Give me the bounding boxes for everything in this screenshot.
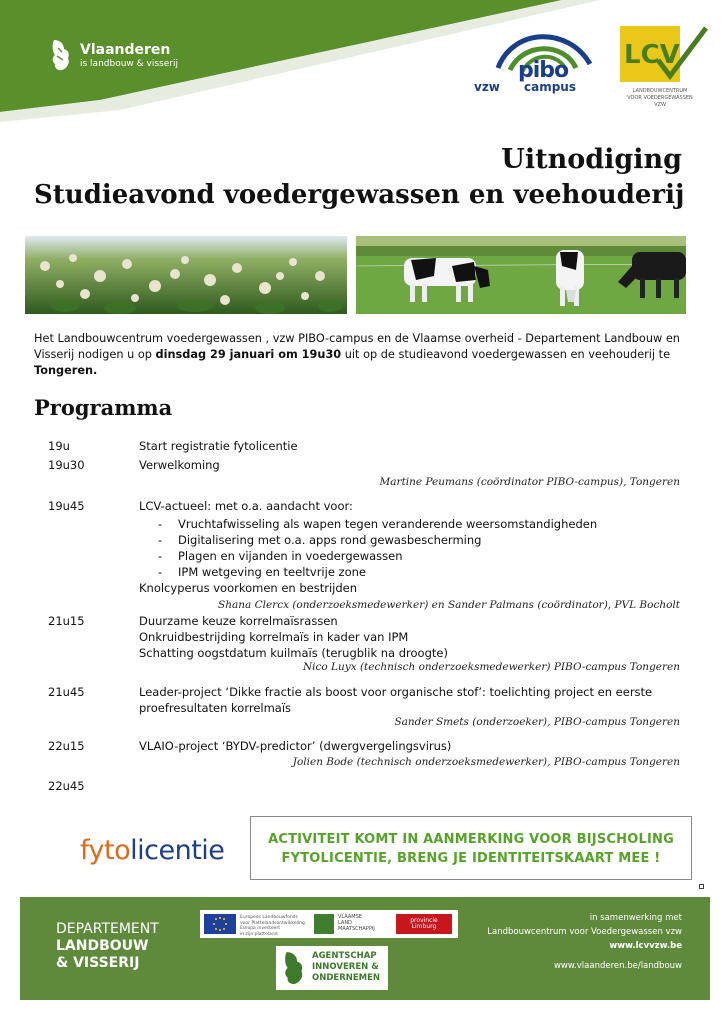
intro-paragraph: Het Landbouwcentrum voedergewassen , vzw PIBO-campus en de Vlaamse overheid - Departement Landbouw en Visserij nodigen u op dinsdag 29 januari om 19u30 uit op de studieavond voedergewassen en veehouderij te Tongeren.	[34, 332, 680, 378]
bullet-item: - Digitalisering met o.a. apps rond gewasbescherming	[158, 533, 482, 547]
footer	[20, 897, 710, 1000]
speaker: Martine Peumans (coördinator PIBO-campus), Tongeren	[379, 476, 680, 488]
invitation-title: Uitnodiging	[501, 144, 682, 175]
programme-item: Verwelkoming	[139, 458, 220, 472]
lcv-website-link[interactable]: www.lcvvzw.be	[609, 941, 682, 951]
event-title: Studieavond voedergewassen en veehouderij	[34, 180, 685, 210]
programme-item: Start registratie fytolicentie	[139, 439, 298, 453]
time-slot: 19u45	[48, 499, 85, 513]
pibo-campus-logo	[468, 28, 598, 98]
pibo-name: pibo	[518, 58, 569, 83]
pibo-campus: campus	[524, 80, 576, 94]
time-slot: 22u45	[48, 779, 85, 793]
programme-item: VLAIO-project ‘BYDV-predictor’ (dwergvergelingsvirus)	[139, 739, 452, 753]
speaker: Sander Smets (onderzoeker), PIBO-campus Tongeren	[394, 716, 680, 728]
partner-logos	[200, 910, 458, 938]
department-logo: DEPARTEMENT LANDBOUW & VISSERIJ	[56, 921, 159, 971]
bullet-item: - Vruchtafwisseling als wapen tegen veranderende weersomstandigheden	[158, 517, 598, 531]
lcv-letters: LCV	[624, 40, 680, 70]
flemish-lion-icon	[50, 38, 72, 72]
programme-item: LCV-actueel: met o.a. aandacht voor:	[139, 499, 353, 513]
event-place: Tongeren.	[34, 364, 98, 378]
eu-flag-icon	[204, 914, 236, 934]
eu-fund-text: Europees Landbouwfonds voor Plattelandsontwikkeling Europa investeert in zijn platteland	[240, 915, 305, 937]
clover-field-photo	[25, 236, 347, 314]
landbouw-website-link[interactable]: www.vlaanderen.be/landbouw	[553, 961, 682, 971]
time-slot: 21u45	[48, 685, 85, 699]
flemish-lion-icon	[282, 950, 306, 986]
vlm-logo-icon	[314, 914, 334, 934]
vlaanderen-logo	[50, 38, 178, 72]
fytolicentie-logo: fytolicentie	[80, 835, 225, 866]
time-slot: 19u30	[48, 458, 85, 472]
fytolicentie-notice: ACTIVITEIT KOMT IN AANMERKING VOOR BIJSCHOLING FYTOLICENTIE, BRENG JE IDENTITEITSKAART MEE !	[250, 816, 692, 880]
programme-item: Knolcyperus voorkomen en bestrijden	[139, 581, 358, 595]
lcv-logo	[620, 26, 708, 116]
speaker: Jolien Bode (technisch onderzoeksmedewerker), PIBO-campus Tongeren	[292, 756, 680, 768]
provincie-limburg-text: provincie Limburg	[410, 917, 438, 930]
event-date: dinsdag 29 januari om 19u30	[155, 348, 342, 362]
programme-item: Onkruidbestrijding korrelmaïs in kader van IPM	[139, 630, 409, 644]
programme-item: Schatting oogstdatum kuilmaïs (terugblik na droogte)	[139, 646, 448, 660]
time-slot: 21u15	[48, 614, 85, 628]
programme-item: Duurzame keuze korrelmaïsrassen	[139, 614, 338, 628]
vlaanderen-name: Vlaanderen	[80, 41, 171, 58]
speaker: Nico Luyx (technisch onderzoeksmedewerker) PIBO-campus Tongeren	[302, 661, 680, 673]
agentschap-logo: AGENTSCHAP INNOVEREN & ONDERNEMEN	[276, 946, 388, 990]
collaboration-text: in samenwerking met Landbouwcentrum voor Voedergewassen vzw www.lcvvzw.be	[487, 913, 682, 951]
cows-photo	[356, 236, 686, 314]
speaker: Shana Clercx (onderzoeksmedewerker) en Sander Palmans (coördinator), PVL Bocholt	[218, 599, 680, 611]
time-slot: 22u15	[48, 739, 85, 753]
lcv-subtitle: LANDBOUWCENTRUM VOOR VOEDERGEWASSEN VZW	[627, 88, 693, 108]
time-slot: 19u	[48, 439, 70, 453]
programme-item: Leader-project ‘Dikke fractie als boost voor organische stof’: toelichting project en eerste	[139, 685, 653, 699]
pibo-vzw: vzw	[474, 80, 500, 94]
bullet-item: - IPM wetgeving en teeltvrije zone	[158, 565, 366, 579]
checkbox-icon	[699, 884, 704, 889]
vlm-text: VLAAMSE LAND MAATSCHAPPIJ	[338, 914, 375, 932]
programme-item: proefresultaten korrelmaïs	[139, 701, 292, 715]
programme-title: Programma	[34, 395, 173, 420]
bullet-item: - Plagen en vijanden in voedergewassen	[158, 549, 403, 563]
vlaanderen-subtitle: is landbouw & visserij	[80, 58, 178, 69]
